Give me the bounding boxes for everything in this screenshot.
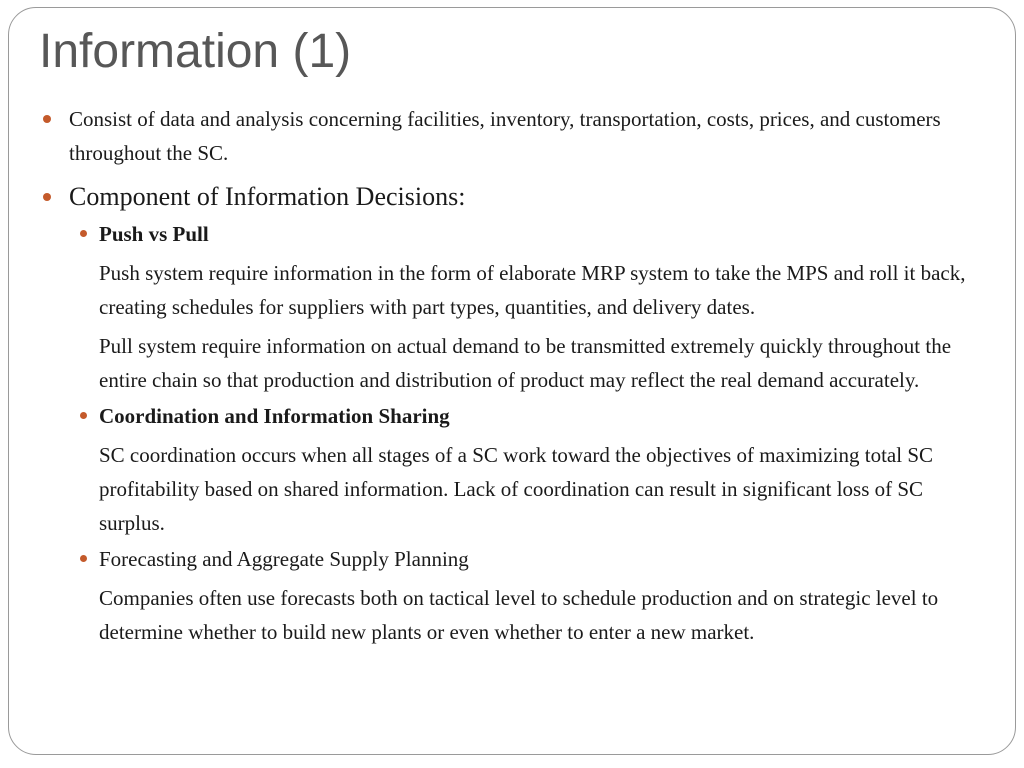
subbullet-coordination — [9, 399, 1009, 433]
subbullet-forecasting-text: Forecasting and Aggregate Supply Planning — [99, 547, 469, 571]
coordination-paragraph: SC coordination occurs when all stages of a SC work toward the objectives of maximizing total SC profitability based on shared information. Lack of coordination can result in significant loss of SC surplus. — [99, 443, 934, 535]
bullet-dot-icon — [80, 412, 87, 419]
bullet-dot-icon — [80, 555, 87, 562]
bullet-component-decisions-text: Component of Information Decisions: — [69, 182, 466, 211]
subbullet-push-vs-pull-text: Push vs Pull — [99, 222, 209, 246]
pull-system-paragraph: Pull system require information on actual demand to be transmitted extremely quickly throughout the entire chain so that production and distribution of product may reflect the real demand accurately. — [99, 334, 952, 392]
bullet-component-decisions — [9, 179, 1009, 215]
bullet-data-analysis-text: Consist of data and analysis concerning facilities, inventory, transportation, costs, prices, and customers throughout the SC. — [69, 107, 941, 165]
bullet-data-analysis — [9, 102, 1009, 170]
subbullet-coordination-text: Coordination and Information Sharing — [99, 404, 450, 428]
push-system-paragraph: Push system require information in the form of elaborate MRP system to take the MPS and roll it back, creating schedules for suppliers with part types, quantities, and delivery dates. — [99, 261, 966, 319]
subbullet-forecasting — [9, 542, 1009, 576]
slide-content — [9, 102, 1009, 649]
forecasting-paragraph: Companies often use forecasts both on tactical level to schedule production and on strategic level to determine whether to build new plants or even whether to enter a new market. — [99, 586, 939, 644]
bullet-dot-icon — [43, 115, 51, 123]
slide-frame — [8, 7, 1016, 755]
bullet-dot-icon — [43, 193, 51, 201]
subbullet-push-vs-pull — [9, 217, 1009, 251]
bullet-dot-icon — [80, 230, 87, 237]
slide-title: Information (1) — [39, 25, 352, 78]
